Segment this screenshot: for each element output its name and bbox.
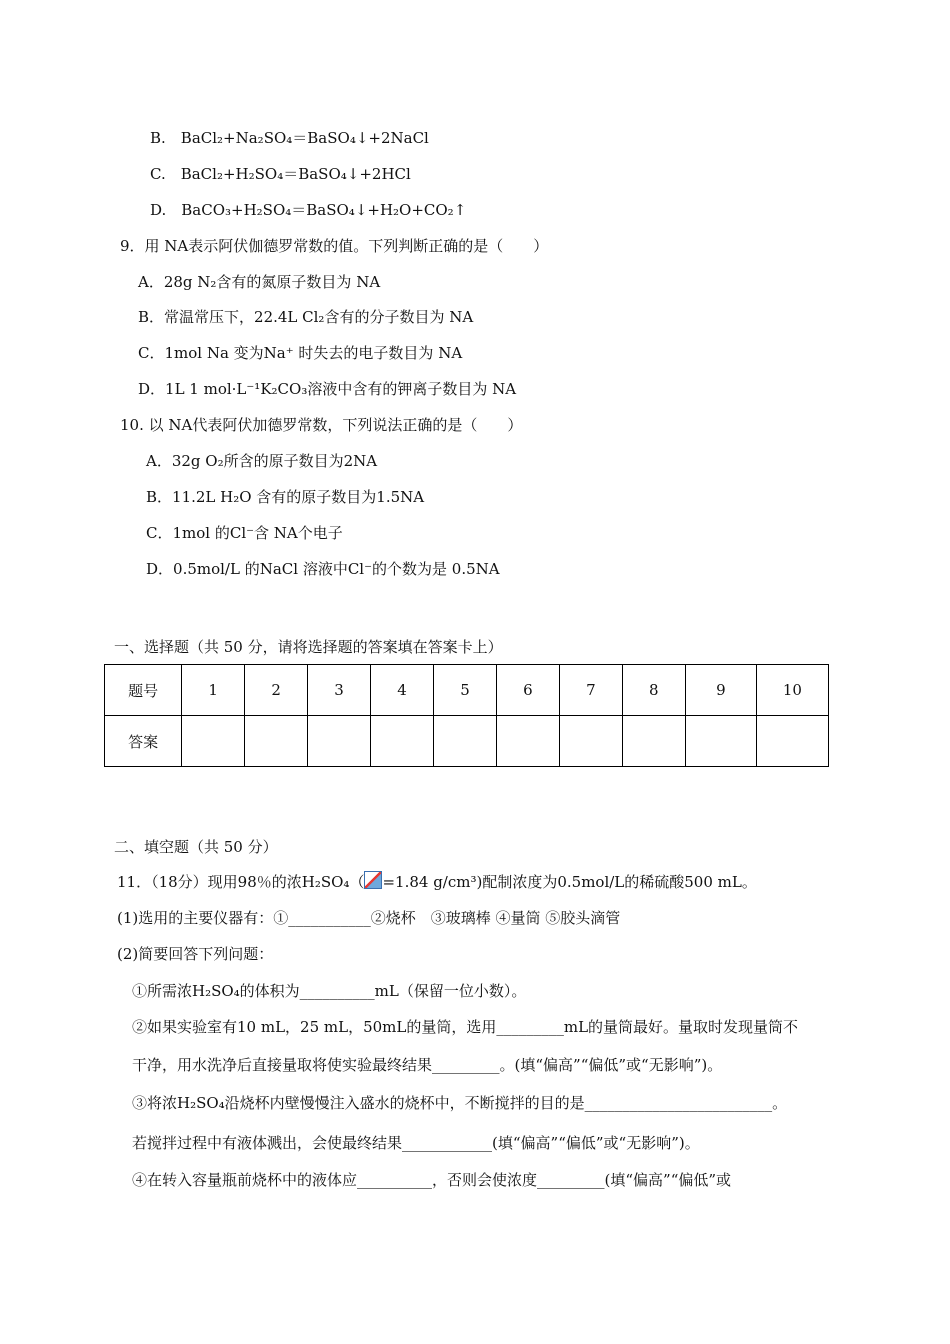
answer-cell[interactable] (433, 716, 496, 767)
section2-heading: 二、填空题（共 50 分） (114, 838, 278, 856)
question-number-cell: 10 (756, 665, 828, 716)
q11-sub3-line2: 若搅拌过程中有液体溅出，会使最终结果____________(填“偏高”“偏低”或“无影响”)。 (132, 1134, 700, 1152)
q11-stem-part2: =1.84 g/cm³)配制浓度为0.5mol/L的稀硫酸500 mL。 (382, 873, 757, 891)
answer-cell[interactable] (182, 716, 245, 767)
q9-option-b: B．常温常压下，22.4L Cl₂含有的分子数目为 NA (138, 308, 474, 326)
question-number-cell: 3 (308, 665, 371, 716)
question-number-cell: 7 (559, 665, 622, 716)
answer-cell[interactable] (308, 716, 371, 767)
q9-stem: 9．用 NA表示阿伏伽德罗常数的值。下列判断正确的是（ ） (120, 237, 549, 255)
answer-card-table (104, 664, 829, 767)
q11-stem (117, 871, 757, 892)
q11-sub3-line1: ③将浓H₂SO₄沿烧杯内壁慢慢注入盛水的烧杯中，不断搅拌的目的是_________________________。 (132, 1094, 788, 1112)
question-number-cell: 5 (433, 665, 496, 716)
row-label-answer: 答案 (105, 716, 182, 767)
question-number-cell: 6 (496, 665, 559, 716)
q10-option-d: D．0.5mol/L 的NaCl 溶液中Cl⁻的个数为是 0.5NA (146, 560, 500, 578)
q8-option-d: D. BaCO₃+H₂SO₄＝BaSO₄↓+H₂O+CO₂↑ (150, 201, 467, 219)
q9-option-a: A．28g N₂含有的氮原子数目为 NA (138, 273, 381, 291)
q10-option-b: B．11.2L H₂O 含有的原子数目为1.5NA (146, 488, 425, 506)
q9-option-d: D．1L 1 mol·L⁻¹K₂CO₃溶液中含有的钾离子数目为 NA (138, 380, 517, 398)
q10-stem: 10. 以 NA代表阿伏加德罗常数，下列说法正确的是（ ） (120, 416, 523, 434)
q11-stem-part1: 11．（18分）现用98％的浓H₂SO₄（ (117, 873, 365, 891)
q10-option-c: C．1mol 的Cl⁻含 NA个电子 (146, 524, 343, 542)
q11-sub1: ①所需浓H₂SO₄的体积为__________mL（保留一位小数）。 (132, 982, 527, 1000)
q11-part2: (2)简要回答下列问题： (117, 945, 274, 963)
q11-sub4: ④在转入容量瓶前烧杯中的液体应__________，否则会使浓度_________(填“偏高”“偏低”或 (132, 1171, 732, 1189)
q8-option-c: C. BaCl₂+H₂SO₄＝BaSO₄↓+2HCl (150, 165, 411, 183)
q9-option-c: C．1mol Na 变为Na⁺ 时失去的电子数目为 NA (138, 344, 463, 362)
q8-option-b: B. BaCl₂+Na₂SO₄＝BaSO₄↓+2NaCl (150, 129, 429, 147)
q11-sub2-line2: 干净，用水洗净后直接量取将使实验最终结果_________。(填“偏高”“偏低”或“无影响”)。 (132, 1056, 723, 1074)
answer-cell[interactable] (756, 716, 828, 767)
answer-cell[interactable] (371, 716, 434, 767)
question-number-cell: 2 (245, 665, 308, 716)
question-number-cell: 4 (371, 665, 434, 716)
section1-heading: 一、选择题（共 50 分，请将选择题的答案填在答案卡上） (114, 638, 503, 656)
answer-cell[interactable] (685, 716, 756, 767)
answer-cell[interactable] (622, 716, 685, 767)
q11-part1: (1)选用的主要仪器有：①___________②烧杯 ③玻璃棒 ④量筒 ⑤胶头滴管 (117, 909, 621, 927)
answer-cell[interactable] (245, 716, 308, 767)
q10-option-a: A．32g O₂所含的原子数目为2NA (146, 452, 378, 470)
density-symbol-image-icon (364, 871, 382, 889)
question-number-cell: 8 (622, 665, 685, 716)
question-number-cell: 1 (182, 665, 245, 716)
answer-cell[interactable] (559, 716, 622, 767)
q11-sub2-line1: ②如果实验室有10 mL，25 mL，50mL的量筒，选用_________mL的量筒最好。量取时发现量筒不 (132, 1018, 799, 1036)
question-number-row (105, 665, 829, 716)
answer-cell[interactable] (496, 716, 559, 767)
question-number-cell: 9 (685, 665, 756, 716)
row-label-question: 题号 (105, 665, 182, 716)
answer-row (105, 716, 829, 767)
